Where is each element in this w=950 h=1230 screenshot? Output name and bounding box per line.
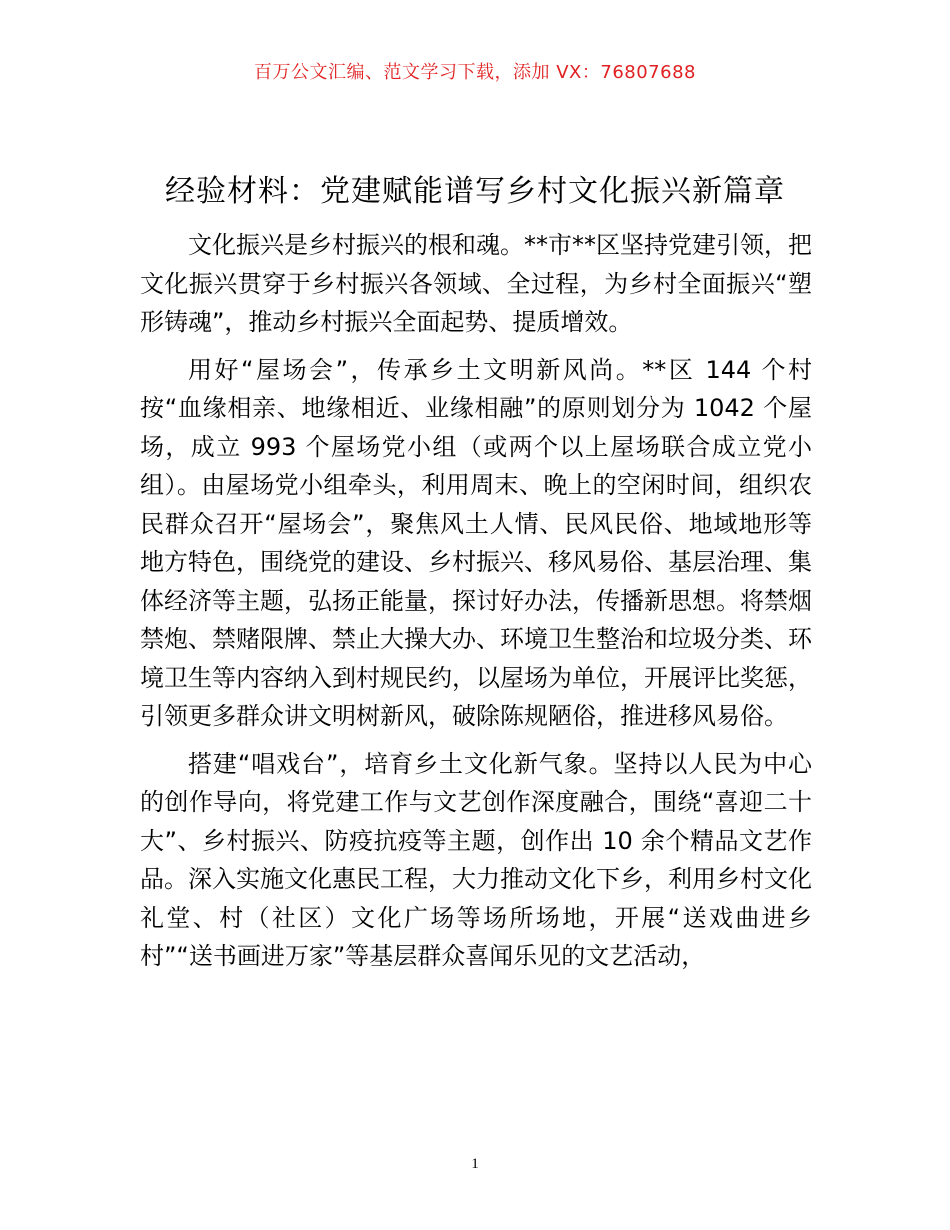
paragraph-intro: 文化振兴是乡村振兴的根和魂。**市**区坚持党建引领，把文化振兴贯穿于乡村振兴各领域、全过程，为乡村全面振兴“塑形铸魂”，推动乡村振兴全面起势、提质增效。 <box>140 231 812 336</box>
document-body <box>140 226 812 976</box>
paragraph-changxitai: 搭建“唱戏台”，培育乡土文化新气象。坚持以人民为中心的创作导向，将党建工作与文艺创作深度融合，围绕“喜迎二十大”、乡村振兴、防疫抗疫等主题，创作出 10 余个精品文艺作品。深入实施文化惠民工程，大力推动文化下乡，利用乡村文化礼堂、村（社区）文化广场等场所场地，开展“送戏曲进乡村”“送书画进万家”等基层群众喜闻乐见的文艺活动， <box>140 749 812 970</box>
header-watermark-note: 百万公文汇编、范文学习下载，添加 VX：76807688 <box>254 62 696 83</box>
document-title: 经验材料：党建赋能谱写乡村文化振兴新篇章 <box>165 174 785 209</box>
paragraph-wuchanghui: 用好“屋场会”，传承乡土文明新风尚。**区 144 个村按“血缘相亲、地缘相近、业缘相融”的原则划分为 1042 个屋场，成立 993 个屋场党小组（或两个以上屋场联合成立党小组）。由屋场党小组牵头，利用周末、晚上的空闲时间，组织农民群众召开“屋场会”，聚焦风土人情、民风民俗、地域地形等地方特色，围绕党的建设、乡村振兴、移风易俗、基层治理、集体经济等主题，弘扬正能量，探讨好办法，传播新思想。将禁烟禁炮、禁赌限牌、禁止大操大办、环境卫生整治和垃圾分类、环境卫生等内容纳入到村规民约，以屋场为单位，开展评比奖惩，引领更多群众讲文明树新风，破除陈规陋俗，推进移风易俗。 <box>140 355 812 730</box>
page-number: 1 <box>471 1156 479 1172</box>
